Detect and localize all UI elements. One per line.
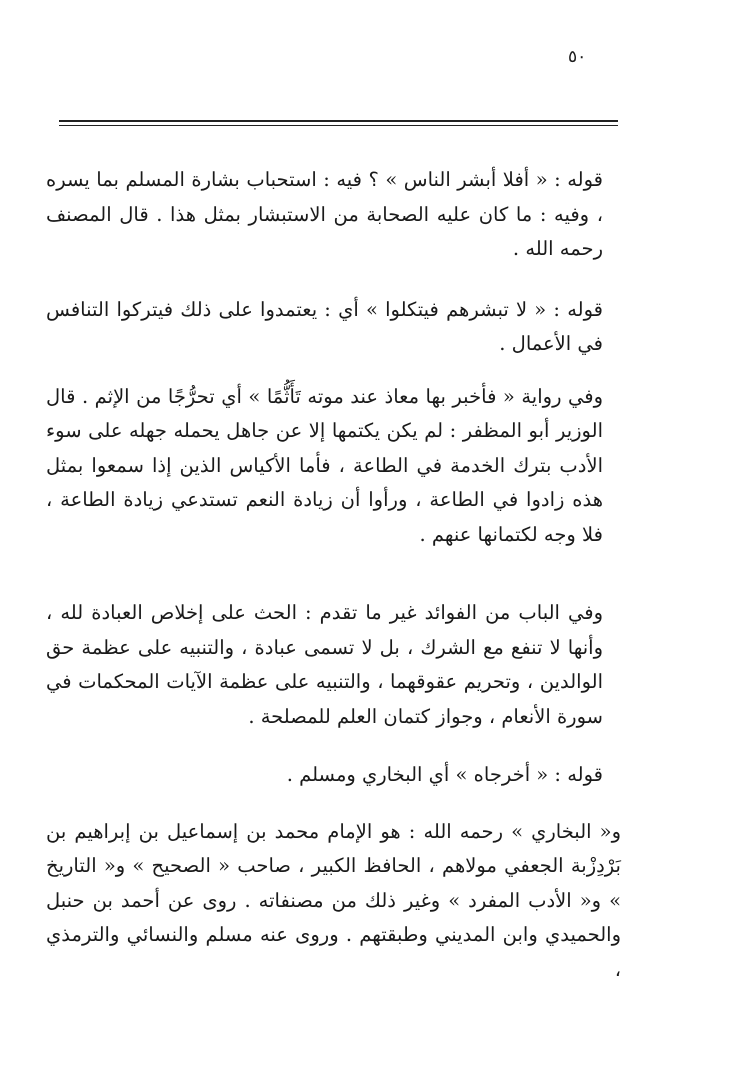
header-rule-top bbox=[59, 120, 618, 122]
paragraph-bukhari-bio: و« البخاري » رحمه الله : هو الإمام محمد بن إسماعيل بن إبراهيم بن بَرْدِزْبة الجعفي مولاهم ، الحافظ الكبير ، صاحب « الصحيح » و« التاريخ » و« الأدب المفرد » وغير ذلك من مصنفاته . روى عن أحمد بن حنبل والحميدي وابن المديني وطبقتهم . وروى عنه مسلم والنسائي والترمذي ، bbox=[46, 819, 621, 981]
paragraph-akhrajah: قوله : « أخرجاه » أي البخاري ومسلم . bbox=[286, 763, 603, 786]
paragraph-la-tubashirhum: قوله : « لا تبشرهم فيتكلوا » أي : يعتمدوا على ذلك فيتركوا التنافس في الأعمال . bbox=[46, 297, 603, 355]
page-number: ٥٠ bbox=[568, 47, 587, 67]
header-rule-bottom bbox=[59, 125, 618, 126]
paragraph-riwaya-taaththuman: وفي رواية « فأخبر بها معاذ عند موته تَأَثُّمًا » أي تحرُّجًا من الإثم . قال الوزير أبو المظفر : لم يكن يكتمها إلا عن جاهل يحمله جهله على سوء الأدب بترك الخدمة في الطاعة ، فأما الأكياس الذين إذا سمعوا بمثل هذه زادوا في الطاعة ، ورأوا أن زيادة النعم تستدعي زيادة الطاعة ، فلا وجه لكتمانها عنهم . bbox=[46, 384, 603, 546]
paragraph-fawaid: وفي الباب من الفوائد غير ما تقدم : الحث على إخلاص العبادة لله ، وأنها لا تنفع مع الشرك ، بل لا تسمى عبادة ، والتنبيه على عظمة حق الوالدين ، وتحريم عقوقهما ، والتنبيه على عظمة الآيات المحكمات في سورة الأنعام ، وجواز كتمان العلم للمصلحة . bbox=[46, 601, 603, 728]
paragraph-afala-ubashir: قوله : « أفلا أبشر الناس » ؟ فيه : استحباب بشارة المسلم بما يسره ، وفيه : ما كان عليه الصحابة من الاستبشار بمثل هذا . قال المصنف رحمه الله . bbox=[46, 168, 603, 260]
body-text bbox=[46, 163, 621, 987]
